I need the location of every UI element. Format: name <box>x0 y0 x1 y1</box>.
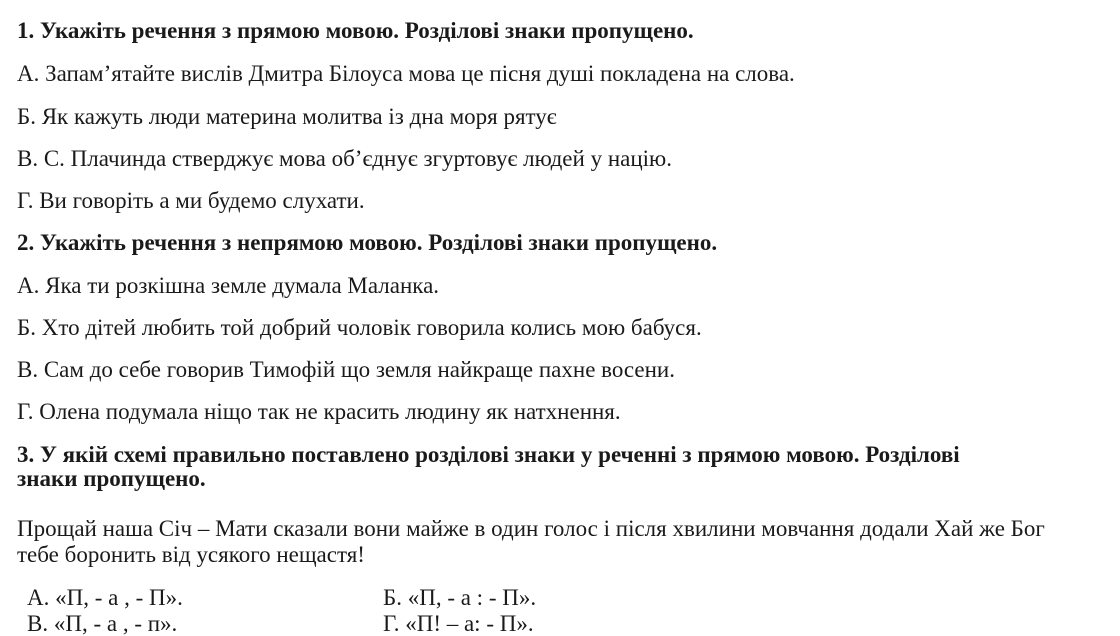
question-2-option-a: А. Яка ти розкішна земле думала Маланка. <box>17 273 440 298</box>
question-2-option-b: Б. Хто дітей любить той добрий чоловік говорила колись мою бабуся. <box>17 315 702 340</box>
question-1-title: 1. Укажіть речення з прямою мовою. Розділові знаки пропущено. <box>17 18 694 43</box>
question-1-option-c: В. С. Плачинда стверджує мова об’єднує згуртовує людей у націю. <box>17 146 672 171</box>
question-3-option-d: Г. «П! – а: - П». <box>383 611 534 636</box>
question-3-option-a: А. «П, - а , - П». <box>27 585 183 610</box>
question-1-option-d: Г. Ви говоріть а ми будемо слухати. <box>17 188 365 213</box>
question-1-option-b: Б. Як кажуть люди материна молитва із дна моря рятує <box>17 104 557 129</box>
question-3-title: 3. У якій схемі правильно поставлено розділові знаки у реченні з прямою мовою. Розділові знаки пропущено. <box>17 442 960 491</box>
question-2-option-c: В. Сам до себе говорив Тимофій що земля найкраще пахне восени. <box>17 357 675 382</box>
question-1-option-a: А. Запам’ятайте вислів Дмитра Білоуса мова це пісня душі покладена на слова. <box>17 61 795 86</box>
question-2-option-d: Г. Олена подумала ніщо так не красить людину як натхнення. <box>17 399 621 424</box>
question-3-option-c: В. «П, - а , - п». <box>27 611 178 636</box>
question-2-title: 2. Укажіть речення з непрямою мовою. Розділові знаки пропущено. <box>17 230 718 255</box>
question-3-text: Прощай наша Січ – Мати сказали вони майже в один голос і після хвилини мовчання додали Хай же Бог тебе боронить від усякого нещастя! <box>17 516 1045 567</box>
question-3-option-b: Б. «П, - а : - П». <box>383 585 537 610</box>
